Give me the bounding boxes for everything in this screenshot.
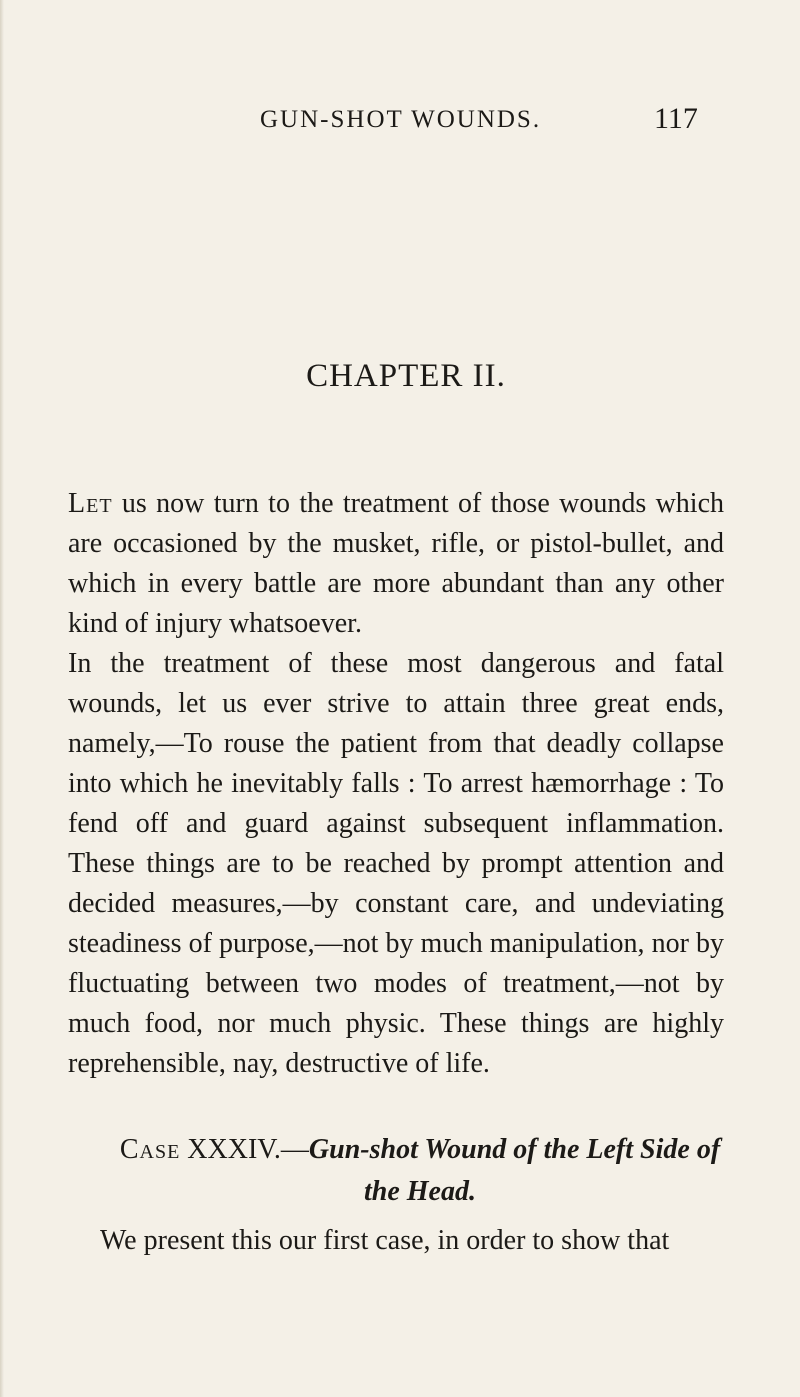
chapter-heading: CHAPTER II. [306, 358, 506, 394]
case-title: Gun-shot Wound of the Left Side of the Head. [308, 1134, 721, 1207]
paragraph-intro-text: us now turn to the treatment of those wounds which are occasioned by the musket, rifle, or pistol-bullet, and which in every battle are more abundant than any other kind of injury whatsoever. [68, 488, 724, 639]
case-number: XXXIV.— [180, 1134, 309, 1165]
case-heading [100, 1129, 740, 1213]
case-label: Case [119, 1134, 181, 1165]
paragraph-case-intro: We present this our first case, in order to show that [100, 1225, 670, 1256]
paragraph-lead-word: Let [68, 488, 113, 519]
running-title: GUN-SHOT WOUNDS. [260, 106, 542, 133]
page-number: 117 [654, 102, 698, 135]
page-gutter-shadow [0, 0, 4, 1397]
paragraph-treatment: In the treatment of these most dangerous and fatal wounds, let us ever strive to attain three great ends, namely,—To rouse the patient from that deadly collapse into which he inevitably falls : To arrest hæmorrhage : To fend off and guard against subsequent inflammation. These things are to be reached by prompt attention and decided measures,—by constant care, and undeviating steadiness of purpose,—not by much manipulation, nor by fluctuating between two modes of treatment,—not by much food, nor much physic. These things are highly reprehensible, nay, destructive of life. [68, 648, 724, 1079]
paragraph-intro [68, 484, 724, 644]
